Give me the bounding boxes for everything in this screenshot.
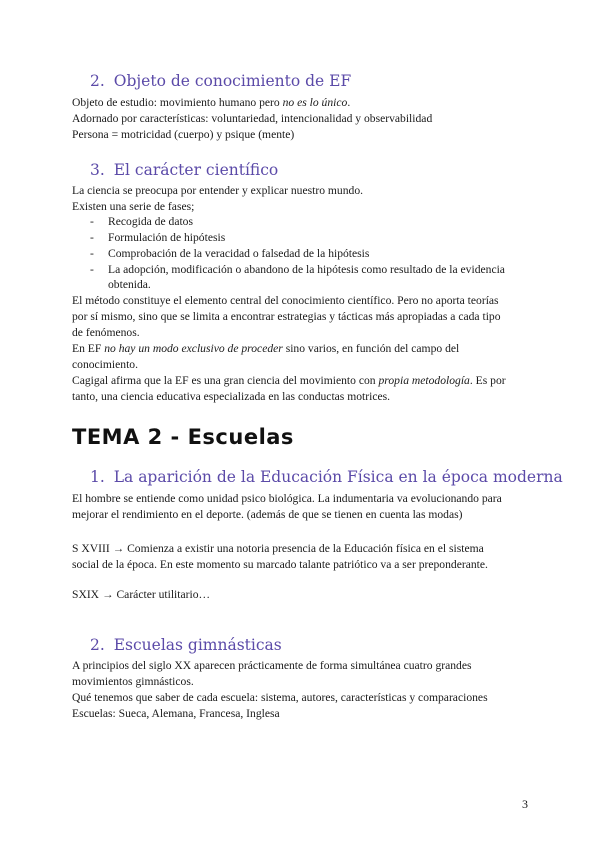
paragraph-line: Existen una serie de fases;: [72, 200, 195, 213]
italic-text: propia metodología: [378, 374, 470, 387]
section-heading-escuelas: [90, 636, 282, 654]
text-span: . Es por: [469, 374, 506, 387]
section-heading-objeto: [90, 72, 351, 90]
paragraph-line: S XVIII → Comienza a existir una notoria presencia de la Educación física en el sistema: [72, 542, 484, 555]
paragraph-line: A principios del siglo XX aparecen prácticamente de forma simultánea cuatro grandes: [72, 659, 472, 672]
paragraph-line: social de la época. En este momento su marcado talante patriótico va a ser preponderante.: [72, 558, 488, 571]
chapter-title: TEMA 2 - Escuelas: [72, 425, 294, 449]
heading-number: 3.: [90, 161, 105, 179]
list-item: La adopción, modificación o abandono de la hipótesis como resultado de la evidencia: [108, 263, 505, 276]
heading-text: El carácter científico: [113, 161, 279, 179]
text-span: Objeto de estudio: movimiento humano pero: [72, 96, 283, 109]
heading-number: 2.: [90, 636, 105, 654]
paragraph-line: [72, 341, 459, 357]
paragraph-line: conocimiento.: [72, 358, 139, 371]
text-span: sino varios, en función del campo del: [282, 342, 460, 355]
paragraph-line: Qué tenemos que saber de cada escuela: sistema, autores, características y comparaciones: [72, 691, 488, 704]
list-item-continuation: obtenida.: [108, 278, 151, 291]
paragraph-line: por sí mismo, sino que se limita a encontrar estrategias y tácticas más apropiadas a cada tipo: [72, 310, 501, 323]
section-heading-aparicion: [90, 468, 563, 486]
heading-text: Objeto de conocimiento de EF: [113, 72, 352, 90]
italic-text: no es lo único: [282, 96, 348, 109]
list-item: Comprobación de la veracidad o falsedad de la hipótesis: [108, 247, 370, 260]
paragraph-line: movimientos gimnásticos.: [72, 675, 194, 688]
list-item: Formulación de hipótesis: [108, 231, 226, 244]
text-span: .: [347, 96, 351, 109]
paragraph-line: El hombre se entiende como unidad psico biológica. La indumentaria va evolucionando para: [72, 492, 502, 505]
heading-number: 1.: [90, 468, 105, 486]
list-item: Recogida de datos: [108, 215, 193, 228]
paragraph-line: mejorar el rendimiento en el deporte. (además de que se tienen en cuenta las modas): [72, 508, 463, 521]
paragraph-line: Persona = motricidad (cuerpo) y psique (mente): [72, 128, 295, 141]
paragraph-line: La ciencia se preocupa por entender y explicar nuestro mundo.: [72, 184, 364, 197]
list-bullet: -: [90, 215, 94, 228]
heading-text: La aparición de la Educación Física en la época moderna: [113, 468, 563, 486]
text-span: En EF: [72, 342, 105, 355]
paragraph-line: [72, 95, 350, 111]
paragraph-line: El método constituye el elemento central del conocimiento científico. Pero no aporta teorías: [72, 294, 499, 307]
heading-text: Escuelas gimnásticas: [113, 636, 282, 654]
page-number: 3: [522, 797, 528, 811]
paragraph-line: de fenómenos.: [72, 326, 140, 339]
section-heading-caracter: [90, 161, 278, 179]
text-span: Cagigal afirma que la EF es una gran ciencia del movimiento con: [72, 374, 379, 387]
paragraph-line: tanto, una ciencia educativa especializada en las conductas motrices.: [72, 390, 391, 403]
heading-number: 2.: [90, 72, 105, 90]
paragraph-line: [72, 373, 506, 389]
paragraph-line: Adornado por características: voluntariedad, intencionalidad y observabilidad: [72, 112, 433, 125]
list-bullet: -: [90, 231, 94, 244]
list-bullet: -: [90, 247, 94, 260]
italic-text: no hay un modo exclusivo de proceder: [104, 342, 283, 355]
paragraph-line: SXIX → Carácter utilitario…: [72, 588, 211, 601]
paragraph-line: Escuelas: Sueca, Alemana, Francesa, Inglesa: [72, 707, 280, 720]
list-bullet: -: [90, 263, 94, 276]
